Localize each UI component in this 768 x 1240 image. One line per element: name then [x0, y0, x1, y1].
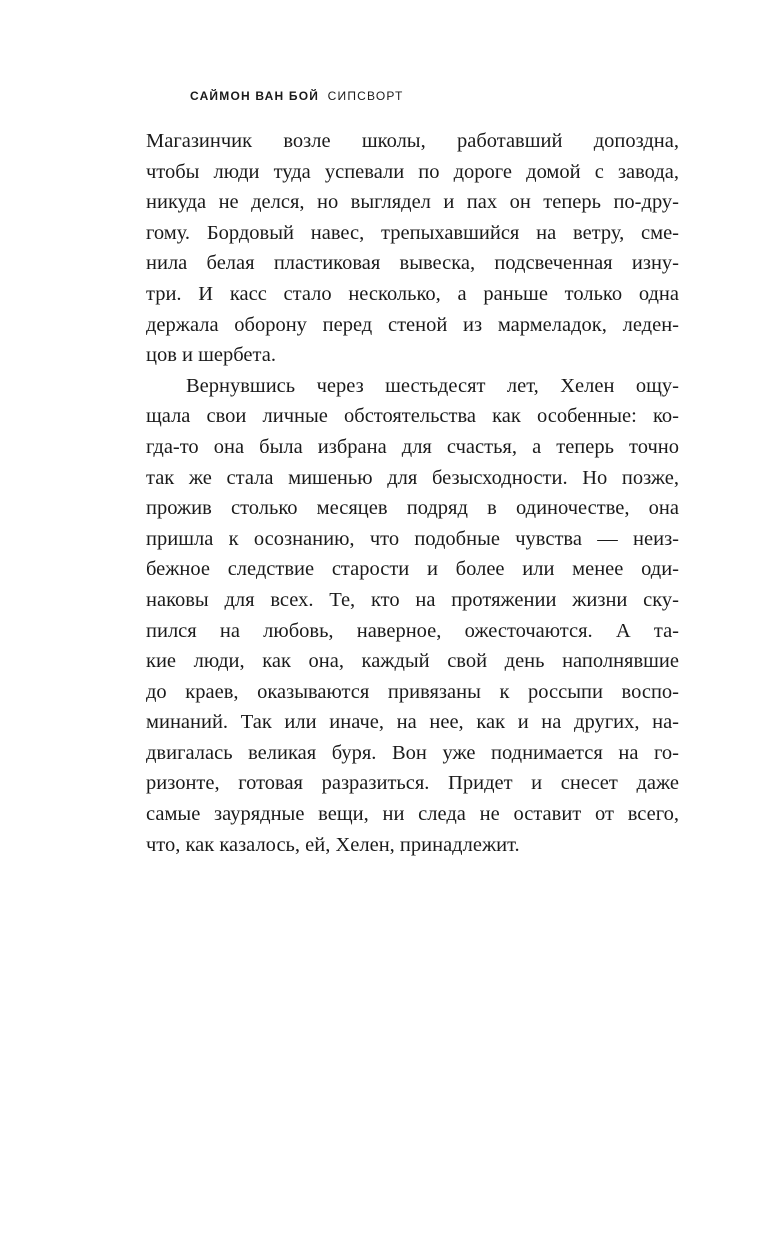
text-line: пился на любовь, наверное, ожесточаются. А та-	[146, 619, 679, 642]
text-line: щала свои личные обстоятельства как особенные: ко-	[146, 405, 679, 428]
text-line: что, как казалось, ей, Хелен, принадлежит.	[146, 833, 520, 856]
paragraph-1	[146, 126, 679, 371]
text-line: минаний. Так или иначе, на нее, как и на других, на-	[146, 711, 679, 734]
text-line: кие люди, как она, каждый свой день наполнявшие	[146, 650, 679, 673]
text-line: три. И касс стало несколько, а раньше только одна	[146, 282, 679, 305]
paragraph-2	[146, 371, 679, 861]
text-line: самые заурядные вещи, ни следа не оставит от всего,	[146, 803, 679, 826]
text-line: бежное следствие старости и более или менее оди-	[146, 558, 679, 581]
text-line: ризонте, готовая разразиться. Придет и снесет даже	[146, 772, 679, 795]
body-text	[146, 126, 679, 860]
text-line: нила белая пластиковая вывеска, подсвеченная изну-	[146, 252, 679, 275]
text-line: прожив столько месяцев подряд в одиночестве, она	[146, 497, 679, 520]
text-line: никуда не делся, но выглядел и пах он теперь по-дру-	[146, 191, 679, 214]
text-line: чтобы люди туда успевали по дороге домой с завода,	[146, 160, 679, 183]
text-line: держала оборону перед стеной из мармеладок, леден-	[146, 313, 679, 336]
text-line: гда-то она была избрана для счастья, а теперь точно	[146, 435, 679, 458]
text-line: до краев, оказываются привязаны к россыпи воспо-	[146, 680, 679, 703]
text-line: Вернувшись через шестьдесят лет, Хелен ощу-	[186, 374, 679, 397]
running-head-title: СИПСВОРТ	[327, 89, 404, 103]
text-line: двигалась великая буря. Вон уже поднимается на го-	[146, 741, 679, 764]
text-line: Магазинчик возле школы, работавший допоздна,	[146, 130, 679, 152]
text-line: пришла к осознанию, что подобные чувства — неиз-	[146, 527, 679, 550]
text-line: так же стала мишенью для безысходности. Но позже,	[146, 466, 679, 489]
running-head	[190, 89, 404, 103]
text-line: наковы для всех. Те, кто на протяжении жизни ску-	[146, 588, 679, 611]
text-line: цов и шербета.	[146, 344, 276, 367]
text-line: гому. Бордовый навес, трепыхавшийся на ветру, сме-	[146, 221, 679, 244]
running-head-author: САЙМОН ВАН БОЙ	[190, 89, 320, 103]
